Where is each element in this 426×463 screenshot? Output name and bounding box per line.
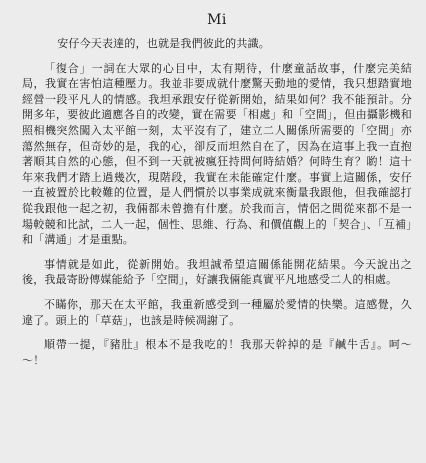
paragraph-2: 「復合」一詞在大眾的心目中，太有期待，什麼童話故事，什麼完美結局，我實在害怕這種壓力。我並非要成就什麼驚天動地的愛情，我只想踏實地經營一段平凡人的情感。我坦承跟安仔從新開始，結果如何？我不能預計。分開多年，要彼此適應各自的改變，實在需要「相處」和「空間」，但由攝影機和照相機突然闖入太平館一刻，太平沒有了，建立二人關係所需要的「空間」亦蕩然無存，但奇妙的是，我的心，卻反而坦然自在了，因為在這事上我一直抱著順其自然的心態，但不到一天就被瘋狂持問何時結婚？何時生育？喲！這十年來我們才踏上過幾次，現階段，我實在未能確定什麼。事實上這關係，安仔一直被置於比較難的位置，是人們慣於以事業成就來衡量我跟他，但我確認打從我跟他一起之初，我倆都未曾擔有什麼。於我而言，情侶之間從來都不是一場較競和比試，二人一起，個性、思維、行為、和價值觀上的「契合」、「互補」和「溝通」才是重點。 [22,61,412,247]
paragraph-4: 不瞞你，那天在太平館，我重新感受到一種屬於愛情的快樂。這感覺，久違了。頭上的「草菇」，也該是時候凋謝了。 [22,297,412,327]
paragraph-1: 安仔今天表達的，也就是我們彼此的共識。 [57,37,270,50]
paragraph-5: 順帶一提，『豬肚』根本不是我吃的！我那天幹掉的是『鹹牛舌』。呵～～！ [22,338,412,367]
paragraph-3: 事情就是如此，從新開始。我坦誠希望這關係能開花結果。今天說出之後，我最寄盼傳媒能給予「空間」，好讓我倆能真實平凡地感受二人的相處。 [22,257,412,287]
document-title: Mi [207,12,227,28]
